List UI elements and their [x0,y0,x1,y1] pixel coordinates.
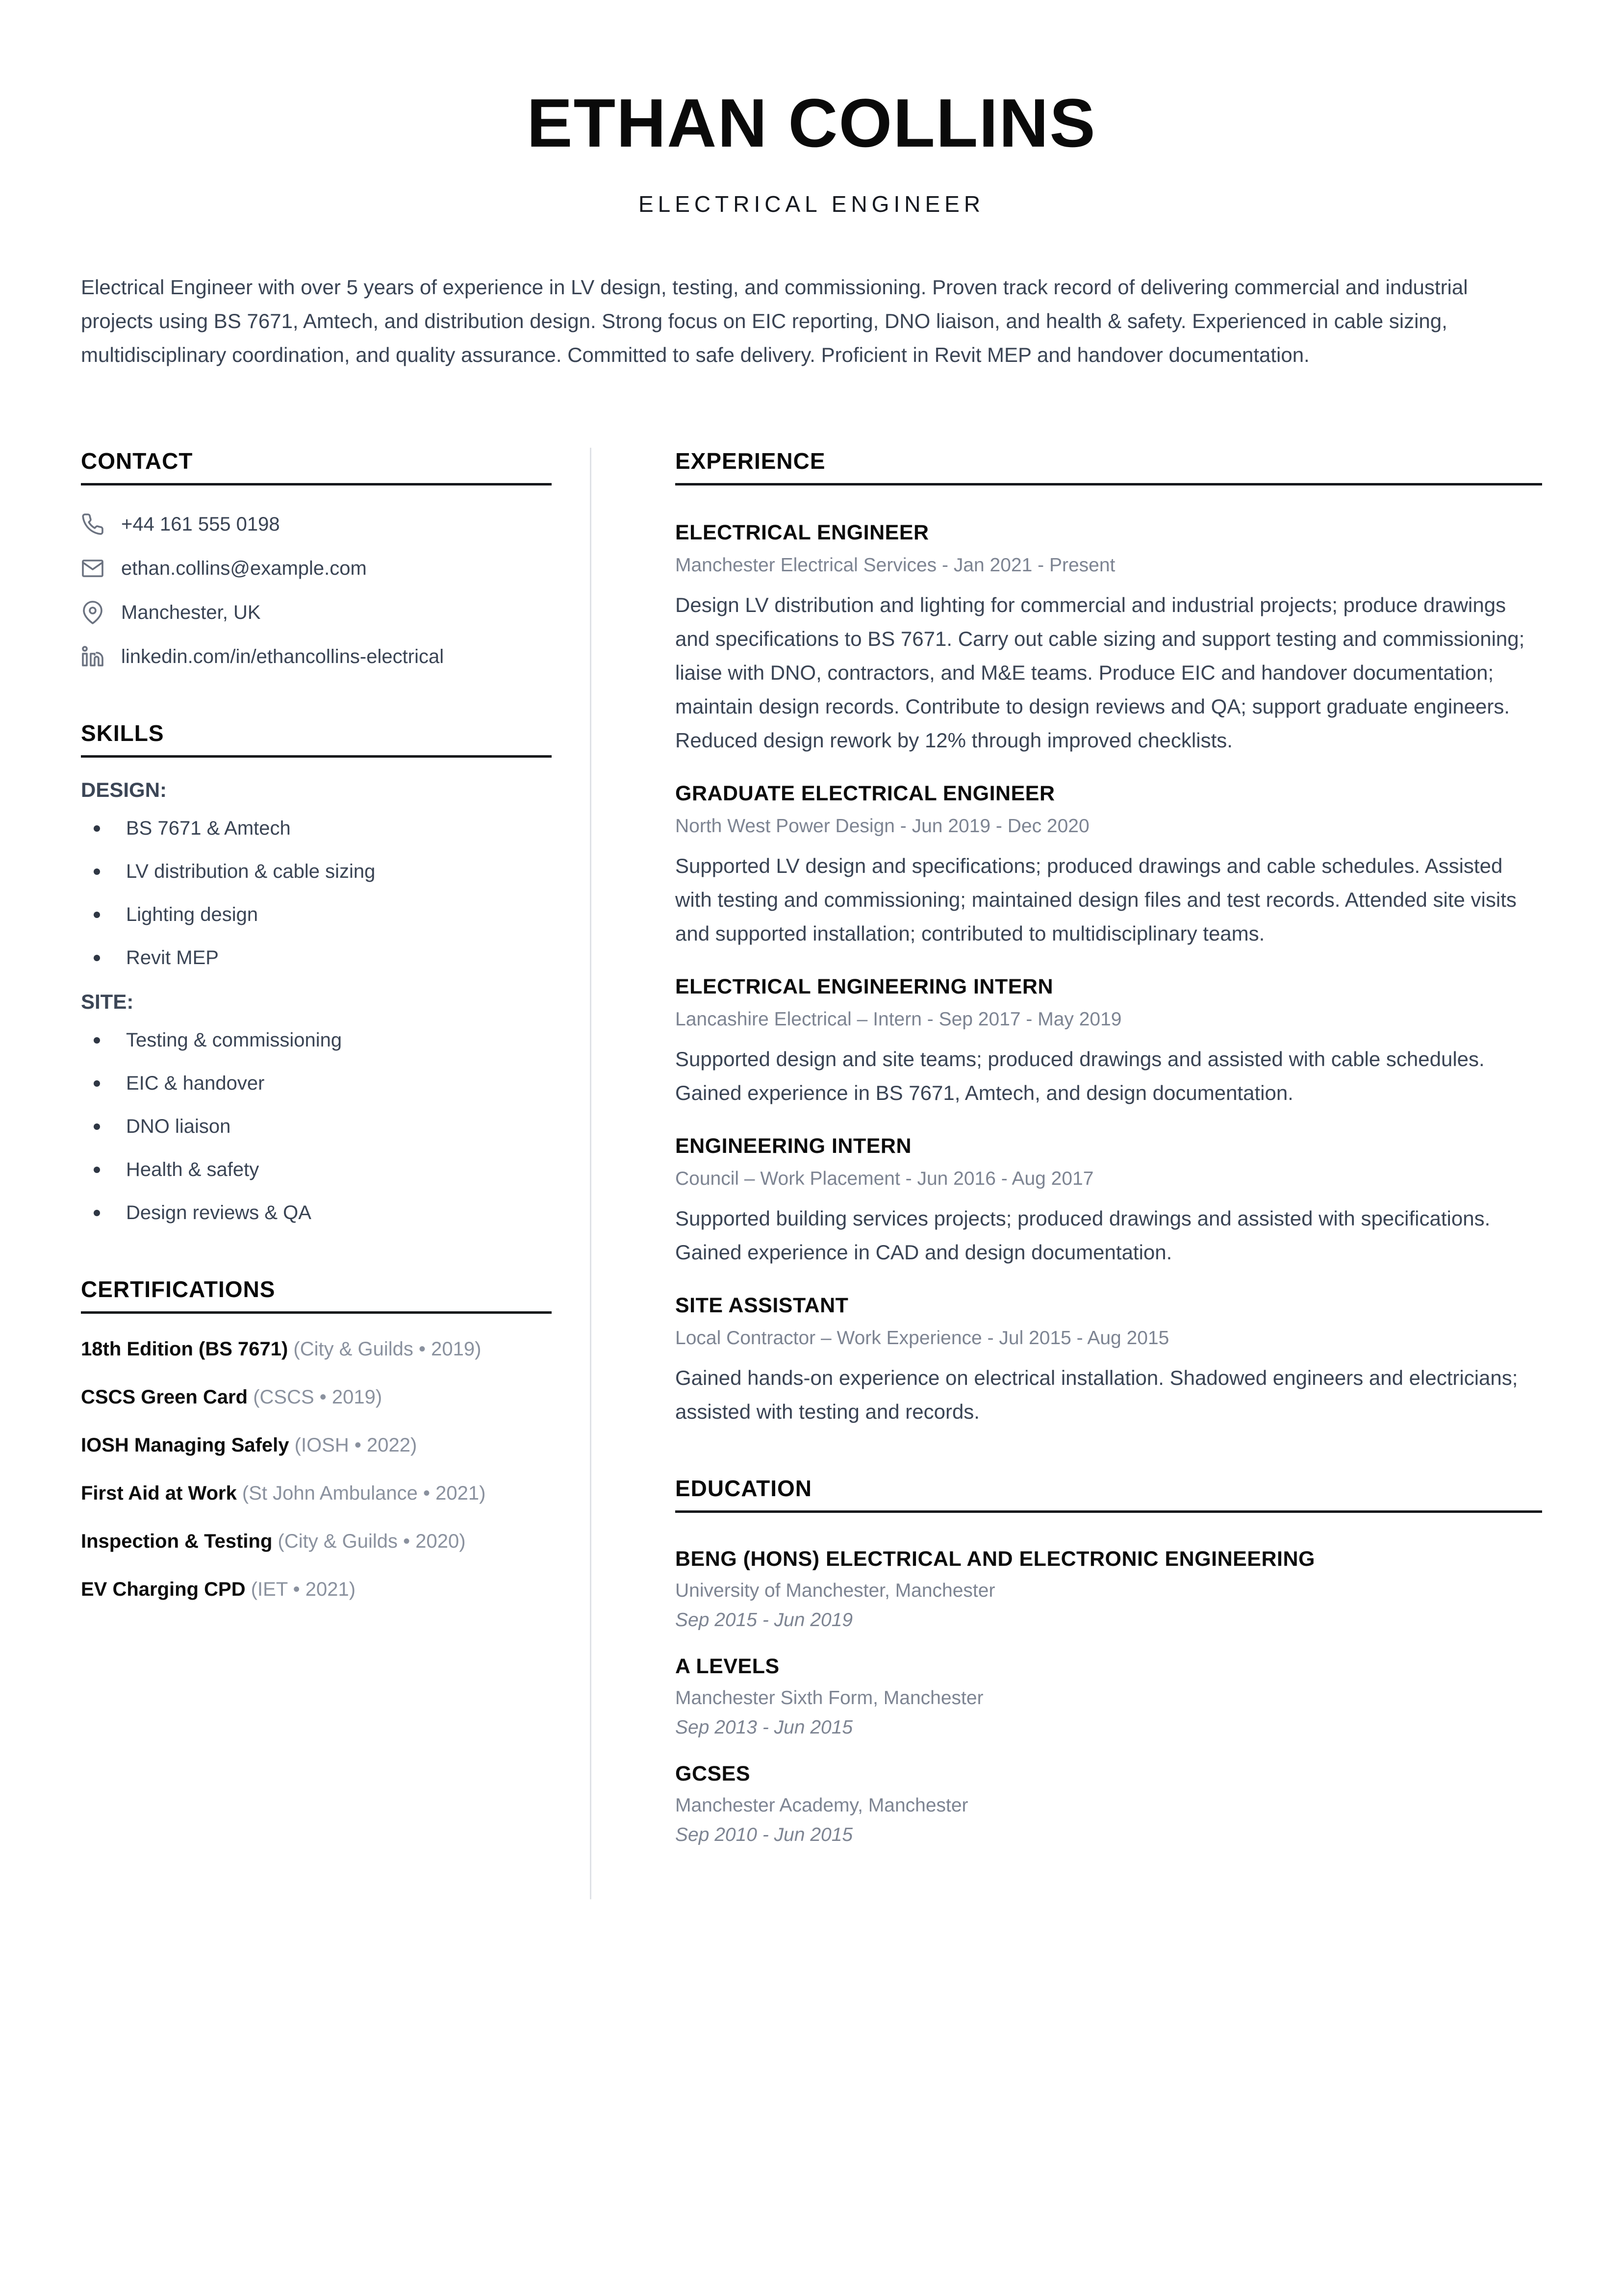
skills-group-design-label: DESIGN: [81,778,167,801]
education-dates: Sep 2015 - Jun 2019 [675,1609,853,1631]
job-entry [675,521,1542,757]
contact-item-linkedin [81,645,552,668]
summary-paragraph: Electrical Engineer with over 5 years of experience in LV design, testing, and commissioning. Proven track record of delivering commercial and industrial projects using BS 7671, Amtech, and distribution design. Strong focus on EIC reporting, DNO liaison, and health & safety. Experienced in cable sizing, multidisciplinary coordination, and quality assurance. Committed to safe delivery. Proficient in Revit MEP and handover documentation. [81,276,1468,366]
job-title: GRADUATE ELECTRICAL ENGINEER [675,782,1055,805]
skill-item: BS 7671 & Amtech [81,816,552,840]
contact-list [81,512,552,668]
certification-detail: (CSCS • 2019) [248,1386,382,1408]
contact-item-email [81,557,552,580]
job-description: Supported design and site teams; produced drawings and assisted with cable schedules. Gained experience in BS 7671, Amtech, and design documentation. [675,1047,1485,1104]
job-meta: Lancashire Electrical – Intern - Sep 2017 - May 2019 [675,1009,1122,1030]
contact-email-text: ethan.collins@example.com [121,557,367,579]
certification-item [81,1385,552,1409]
mail-icon [81,557,104,580]
certification-detail: (City & Guilds • 2020) [272,1531,466,1552]
job-title: SITE ASSISTANT [675,1294,849,1317]
contact-item-phone [81,512,552,536]
skill-item: Lighting design [81,903,552,926]
education-school: University of Manchester, Manchester [675,1580,995,1601]
skills-group-site-label: SITE: [81,990,134,1013]
job-meta: Council – Work Placement - Jun 2016 - Aug 2017 [675,1168,1094,1189]
education-entry [675,1655,1542,1738]
two-column-layout [81,448,1542,1899]
skill-item: EIC & handover [81,1071,552,1095]
certification-item [81,1337,552,1361]
education-title: BENG (HONS) ELECTRICAL AND ELECTRONIC ENGINEERING [675,1547,1315,1571]
job-description: Supported building services projects; produced drawings and assisted with specifications. Gained experience in CAD and design documentation. [675,1207,1491,1264]
linkedin-icon [81,645,104,668]
skill-item: Testing & commissioning [81,1028,552,1052]
education-section [675,1475,1542,1846]
job-meta: Local Contractor – Work Experience - Jul 2015 - Aug 2015 [675,1327,1169,1349]
resume-header [81,83,1542,217]
job-meta: North West Power Design - Jun 2019 - Dec 2020 [675,816,1090,837]
person-name: ETHAN COLLINS [527,84,1096,161]
skill-item: Design reviews & QA [81,1201,552,1225]
job-meta: Manchester Electrical Services - Jan 2021 - Present [675,555,1116,576]
right-column [675,448,1542,1846]
job-title: ENGINEERING INTERN [675,1134,912,1158]
contact-phone-text: +44 161 555 0198 [121,513,280,535]
skill-item: LV distribution & cable sizing [81,860,552,883]
job-entry [675,782,1542,950]
education-title: GCSES [675,1762,751,1786]
skills-heading: SKILLS [81,720,552,758]
skills-section [81,720,552,1225]
skills-site-list [81,1028,552,1225]
certification-name: First Aid at Work [81,1482,237,1504]
certification-name: CSCS Green Card [81,1386,248,1408]
job-title: ELECTRICAL ENGINEERING INTERN [675,975,1054,998]
certifications-list [81,1337,552,1601]
job-description: Gained hands-on experience on electrical installation. Shadowed engineers and electricians; assisted with testing and records. [675,1366,1518,1423]
experience-section [675,448,1542,1429]
skill-item: Revit MEP [81,946,552,969]
job-entry [675,1294,1542,1429]
skill-item: DNO liaison [81,1115,552,1138]
contact-section [81,448,552,668]
certification-item [81,1481,552,1505]
phone-icon [81,512,104,536]
certification-name: EV Charging CPD [81,1579,246,1600]
certification-detail: (IOSH • 2022) [289,1434,417,1456]
skills-design-list [81,816,552,969]
education-school: Manchester Sixth Form, Manchester [675,1687,984,1709]
left-column [81,448,552,1626]
certification-detail: (St John Ambulance • 2021) [236,1482,486,1504]
job-entry [675,975,1542,1110]
education-entry [675,1547,1542,1631]
location-icon [81,601,104,624]
contact-item-location [81,601,552,624]
certification-item [81,1433,552,1457]
contact-heading: CONTACT [81,448,552,485]
certification-detail: (IET • 2021) [245,1579,356,1600]
person-title: ELECTRICAL ENGINEER [638,191,985,217]
education-dates: Sep 2010 - Jun 2015 [675,1824,853,1845]
job-title: ELECTRICAL ENGINEER [675,521,929,544]
certifications-heading: CERTIFICATIONS [81,1276,552,1314]
education-heading: EDUCATION [675,1475,1542,1513]
education-title: A LEVELS [675,1655,780,1678]
certification-detail: (City & Guilds • 2019) [288,1338,482,1360]
job-description: Design LV distribution and lighting for commercial and industrial projects; produce drawings and specifications to BS 7671. Carry out cable sizing and support testing and commissioning; liaise with DNO, contractors, and M&E teams. Produce EIC and handover documentation; maintain design records. Contribute to design reviews and QA; support graduate engineers. Reduced design rework by 12% through improved checklists. [675,593,1525,752]
certification-name: Inspection & Testing [81,1531,273,1552]
education-entry [675,1762,1542,1846]
certification-name: 18th Edition (BS 7671) [81,1338,288,1360]
contact-location-text: Manchester, UK [121,601,261,623]
certifications-section [81,1276,552,1601]
job-entry [675,1134,1542,1269]
certification-item [81,1578,552,1601]
education-dates: Sep 2013 - Jun 2015 [675,1717,853,1738]
experience-heading: EXPERIENCE [675,448,1542,485]
skill-item: Health & safety [81,1158,552,1181]
column-divider [590,448,591,1899]
contact-linkedin-text: linkedin.com/in/ethancollins-electrical [121,645,444,667]
certification-item [81,1530,552,1553]
education-school: Manchester Academy, Manchester [675,1795,968,1816]
certification-name: IOSH Managing Safely [81,1434,289,1456]
job-description: Supported LV design and specifications; produced drawings and cable schedules. Assisted with testing and commissioning; maintained design files and test records. Attended site visits and supported installation; contributed to multidisciplinary teams. [675,854,1517,945]
